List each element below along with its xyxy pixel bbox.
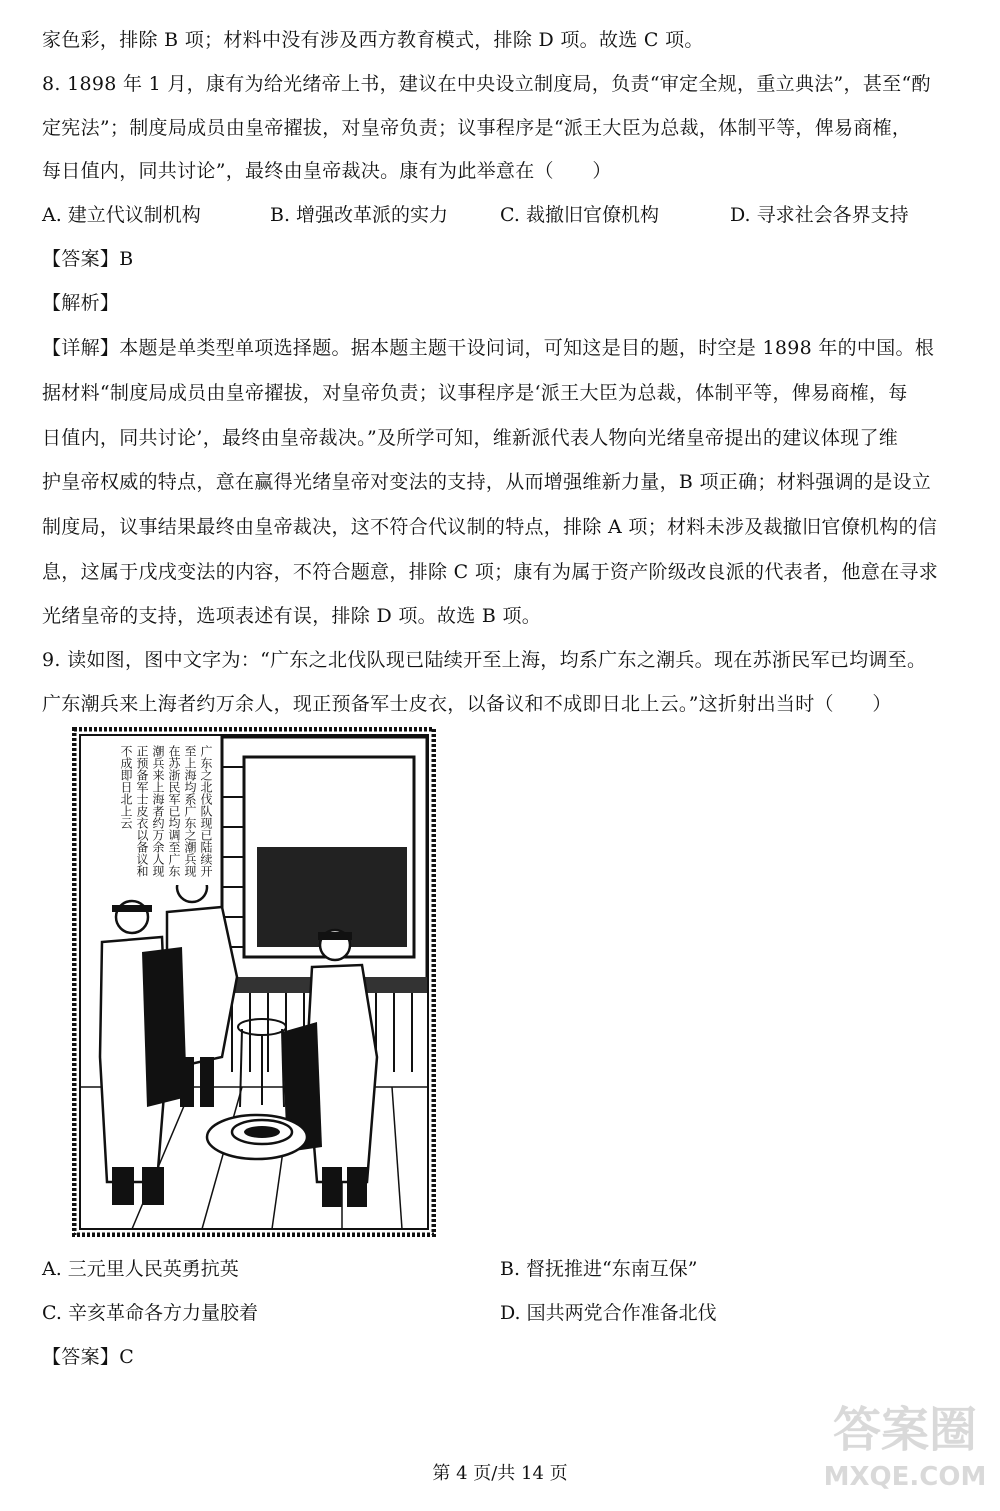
question-9-answer: 【答案】C — [42, 1346, 135, 1368]
text-line: 家色彩，排除 B 项；材料中没有涉及西方教育模式，排除 D 项。故选 C 项。 — [42, 29, 704, 51]
site-watermark — [820, 1400, 990, 1505]
watermark-url: MXQE.COM — [823, 1462, 987, 1492]
option-d: D. 寻求社会各界支持 — [730, 204, 909, 226]
illustration-caption: 广东之北伐队现已陆续开至上海均系广东之潮兵现在苏浙民军已均调至广东潮兵来上海者约万余人现正预备军士皮衣以备议和不成即日北上云 — [86, 745, 214, 885]
page-footer: 第 4 页/共 14 页 — [432, 1463, 568, 1484]
option-b: B. 增强改革派的实力 — [270, 204, 449, 226]
question-8-stem: 8. 1898 年 1 月，康有为给光绪帝上书，建议在中央设立制度局，负责“审定全规，重立典法”，甚至“酌 — [42, 73, 931, 95]
question-8-analysis-label: 【解析】 — [42, 292, 120, 314]
historical-illustration — [72, 727, 436, 1237]
option-c: C. 裁撤旧官僚机构 — [500, 204, 659, 226]
stem-line: 9. 读如图，图中文字为：“广东之北伐队现已陆续开至上海，均系广东之潮兵。现在苏浙民军已均调至。 — [42, 649, 927, 671]
option-c: C. 辛亥革命各方力量胶着 — [42, 1302, 258, 1324]
detail-line: 【详解】本题是单类型单项选择题。据本题主题干设问词，可知这是目的题，时空是 1898 年的中国。根 — [42, 337, 935, 359]
option-a: A. 三元里人民英勇抗英 — [42, 1258, 239, 1280]
option-a: A. 建立代议制机构 — [42, 204, 201, 226]
stem-line: 广东潮兵来上海者约万余人，现正预备军士皮衣，以备议和不成即日北上云。”这折射出当时（ ） — [42, 693, 892, 715]
question-8-answer: 【答案】B — [42, 248, 134, 270]
option-b: B. 督抚推进“东南互保” — [500, 1258, 698, 1280]
detail-line: 日值内，同共讨论’，最终由皇帝裁决。”及所学可知，维新派代表人物向光绪皇帝提出的建议体现了维 — [42, 427, 899, 449]
detail-line: 光绪皇帝的支持，选项表述有误，排除 D 项。故选 B 项。 — [42, 605, 542, 627]
question-8-stem: 定宪法”；制度局成员由皇帝擢拔，对皇帝负责；议事程序是“派王大臣为总裁，体制平等，俾易商榷， — [42, 117, 912, 139]
detail-line: 护皇帝权威的特点，意在赢得光绪皇帝对变法的支持，从而增强维新力量，B 项正确；材料强调的是设立 — [42, 471, 932, 493]
detail-line: 据材料“制度局成员由皇帝擢拔，对皇帝负责；议事程序是‘派王大臣为总裁，体制平等，俾易商榷，每 — [42, 382, 908, 404]
watermark-logo-text: 答案圈 — [832, 1402, 977, 1458]
detail-line: 息，这属于戊戌变法的内容，不符合题意，排除 C 项；康有为属于资产阶级改良派的代表者，他意在寻求 — [42, 561, 939, 583]
detail-line: 制度局，议事结果最终由皇帝裁决，这不符合代议制的特点，排除 A 项；材料未涉及裁撤旧官僚机构的信 — [42, 516, 938, 538]
option-d: D. 国共两党合作准备北伐 — [500, 1302, 717, 1324]
question-8-stem: 每日值内，同共讨论”，最终由皇帝裁决。康有为此举意在（ ） — [42, 160, 612, 182]
